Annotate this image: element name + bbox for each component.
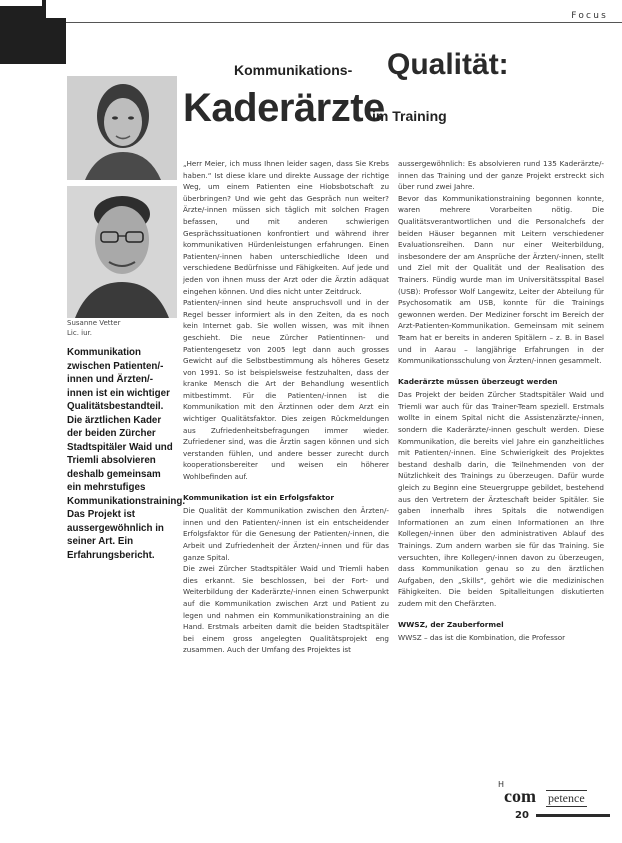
corner-notch-top xyxy=(0,0,42,6)
col1-paragraph: Patienten/-innen sind heute anspruchsvoll und in der Regel besser informiert als in den Zeiten, da es noch kein Internet gab. Sie wollen wissen, was mit ihnen geschieht. Die neue Zürcher Patientinnen- und Patientengesetz von 2005 legt dann auch grosses Gewicht auf die Selbstbestimmung als höheres Gesetz von 1991. So ist beispielsweise festzuhalten, dass der kranke Mensch die Art der Behandlung wesentlich mitbestimmt. Für die Patienten/-innen ist die Kommunikation mit den Ärztinnen oder dem Arzt ein wichtiger Qualitätsfaktor. Dies zeigen Rückmeldungen aus Zufriedenheitsbefragungen immer wieder. Zufriedener sind, was die Ärztin sagen können und sich verstanden fühlen, und andere besser zurecht durch kooperationsbereiter und weisen ein höherer Wohlbefinden auf. xyxy=(183,298,389,482)
page-title: Kaderärzte xyxy=(183,86,385,130)
col1-paragraph: Die Qualität der Kommunikation zwischen den Ärzten/-innen und den Patienten/-innen ist ein entscheidender Erfolgsfaktor für die Genesung der Patienten/-innen, die Arbeit und Zufriedenheit der Ärzten/-innen und für das ganze Spital. xyxy=(183,506,389,562)
logo-prefix: H xyxy=(498,780,505,789)
footer-bar xyxy=(536,814,610,817)
section-label: Focus xyxy=(571,11,608,21)
title-kicker-big: Qualität: xyxy=(387,48,509,81)
caption-role: Lic. iur. xyxy=(67,329,92,337)
col2-paragraph: aussergewöhnlich: Es absolvieren rund 135 Kaderärzte/-innen das Training und der ganze Projekt erstreckt sich über rund zwei Jahre. xyxy=(398,159,604,192)
photo-caption xyxy=(67,318,120,338)
page-number: 20 xyxy=(515,810,529,821)
portrait-man-image xyxy=(67,186,177,318)
col1-paragraph: Die zwei Zürcher Stadtspitäler Waid und Triemli haben dies erkannt. Sie beschlossen, bei der Fort- und Weiterbildung der Kaderärzte/-innen einen Schwerpunkt auf die Kommunikation zwischen Arzt und Patient zu legen und nahmen ein Kommunikationstraining an die Hand. Erstmals arbeiten damit die beiden Stadtspitäler bei einem gross angelegten Qualitätsprojekt eng zusammen. Auch der Umfang des Projektes ist xyxy=(183,564,389,655)
caption-name: Susanne Vetter xyxy=(67,319,121,327)
col1-paragraph: „Herr Meier, ich muss Ihnen leider sagen, dass Sie Krebs haben.“ Ist diese klare und direkte Aussage der richtige Weg, um einem Patienten eine Hiobsbotschaft zu überbringen? Und wie geht das Gespräch nun weiter? Ärzte/-innen müssen sich täglich mit solchen Fragen befassen, und mit anderen schwierigen Gesprächssituationen konfrontiert und während ihrer kommunikativen Hürdenleistungen erfahrungen. Einen Patienten/-innen haben unterschiedliche Ideen und verschiedene Bedürfnisse und Fähigkeiten. Auf jede und jeden von ihnen muss der Arzt oder die Ärztin adäquat eingehen können. Und dies nicht unter Zeitdruck. xyxy=(183,159,389,296)
title-kicker-small: Kommunikations- xyxy=(234,62,353,78)
logo-word-com: com xyxy=(504,786,536,806)
top-rule xyxy=(66,22,622,23)
portrait-woman-image xyxy=(67,76,177,180)
page-subtitle: im Training xyxy=(372,108,447,124)
col1-subheading: Kommunikation ist ein Erfolgsfaktor xyxy=(183,492,335,502)
col2-paragraph: Das Projekt der beiden Zürcher Stadtspitäler Waid und Triemli war auch für das Trainer-Team speziell. Erstmals wollte in einem Spital nicht die Assistenzärzte/-innen, sondern die Kaderärzte/-innen geschult werden. Diese Kommunikation, die bereits viel Jahre ein ganzheitliches mit Patienten/-innen. Eine Schwierigkeit des Projektes bestand deshalb darin, die Teilnehmenden von der Nützlichkeit des Trainings zu überzeugen. Dafür wurde gleich zu Beginn eine Steuergruppe gebildet, bestehend aus den Vertretern der Ärzteschaft beider Spitäler. Sie gaben innerhalb ihres Spitals die notwendigen Informationen an zum einen Informationen an Ihre Kollegen/-innen über den administrativen Ablauf des Trainings. Zum andern warben sie für das Training. Sie versuchten, ihre Kollegen/-innen davon zu überzeugen, dass Kommunikation genau so zu den ärztlichen Aufgaben, den „Skills“, gehört wie die medizinischen Fähigkeiten. Die beiden Spitalleitungen diskutierten zudem mit den Chefärzten. xyxy=(398,390,604,608)
col2-paragraph: Bevor das Kommunikationstraining begonnen konnte, waren mehrere Vorarbeiten nötig. Die Qualitätsverantwortlichen und die Personalchefs der beiden Häuser begannen mit Leitern verschiedener Evaluationsreihen. Dann nur einer Weiterbildung, insbesondere der am Ansprüche der Ärzten/-innen, stellt und Ziel mit der Qualität und der Realisation des Trainers. Fündig wurde man im Universitätsspital Basel (USB): Professor Wolf Langewitz, Leiter der Abteilung für Psychosomatik am USB, konnte für die Trainings gewonnen werden. Der Mediziner forscht im Bereich der Arzt-Patienten-Kommunikation. Gemeinsam mit seinem Team hat er bereits in anderen Spitälern – z. B. in Basel und in Aarau – langjährige Erfahrungen in der Kommunikationsschulung von Ärzten/-innen gesammelt. xyxy=(398,193,604,366)
corner-notch xyxy=(46,0,66,18)
col2-paragraph: WWSZ – das ist die Kombination, die Professor xyxy=(398,633,566,643)
portrait-man-photo xyxy=(67,186,177,318)
logo-word-petence: petence xyxy=(548,791,585,805)
article-column-2 xyxy=(398,158,604,644)
lead-paragraph: Kommunikation zwischen Patienten/-innen und Ärzten/-innen ist ein wichtiger Qualitätsbestandteil. Die ärztlichen Kader der beiden Zürcher Stadtspitäler Waid und Triemli absolvieren deshalb gemeinsam ein mehrstufiges Kommunikationstraining. Das Projekt ist aussergewöhnlich in seiner Art. Ein Erfahrungsbericht. xyxy=(67,347,186,561)
col2-subheading: WWSZ, der Zauberformel xyxy=(398,619,504,629)
article-column-1 xyxy=(183,158,389,656)
col2-subheading: Kaderärzte müssen überzeugt werden xyxy=(398,376,558,386)
portrait-woman-photo xyxy=(67,76,177,180)
